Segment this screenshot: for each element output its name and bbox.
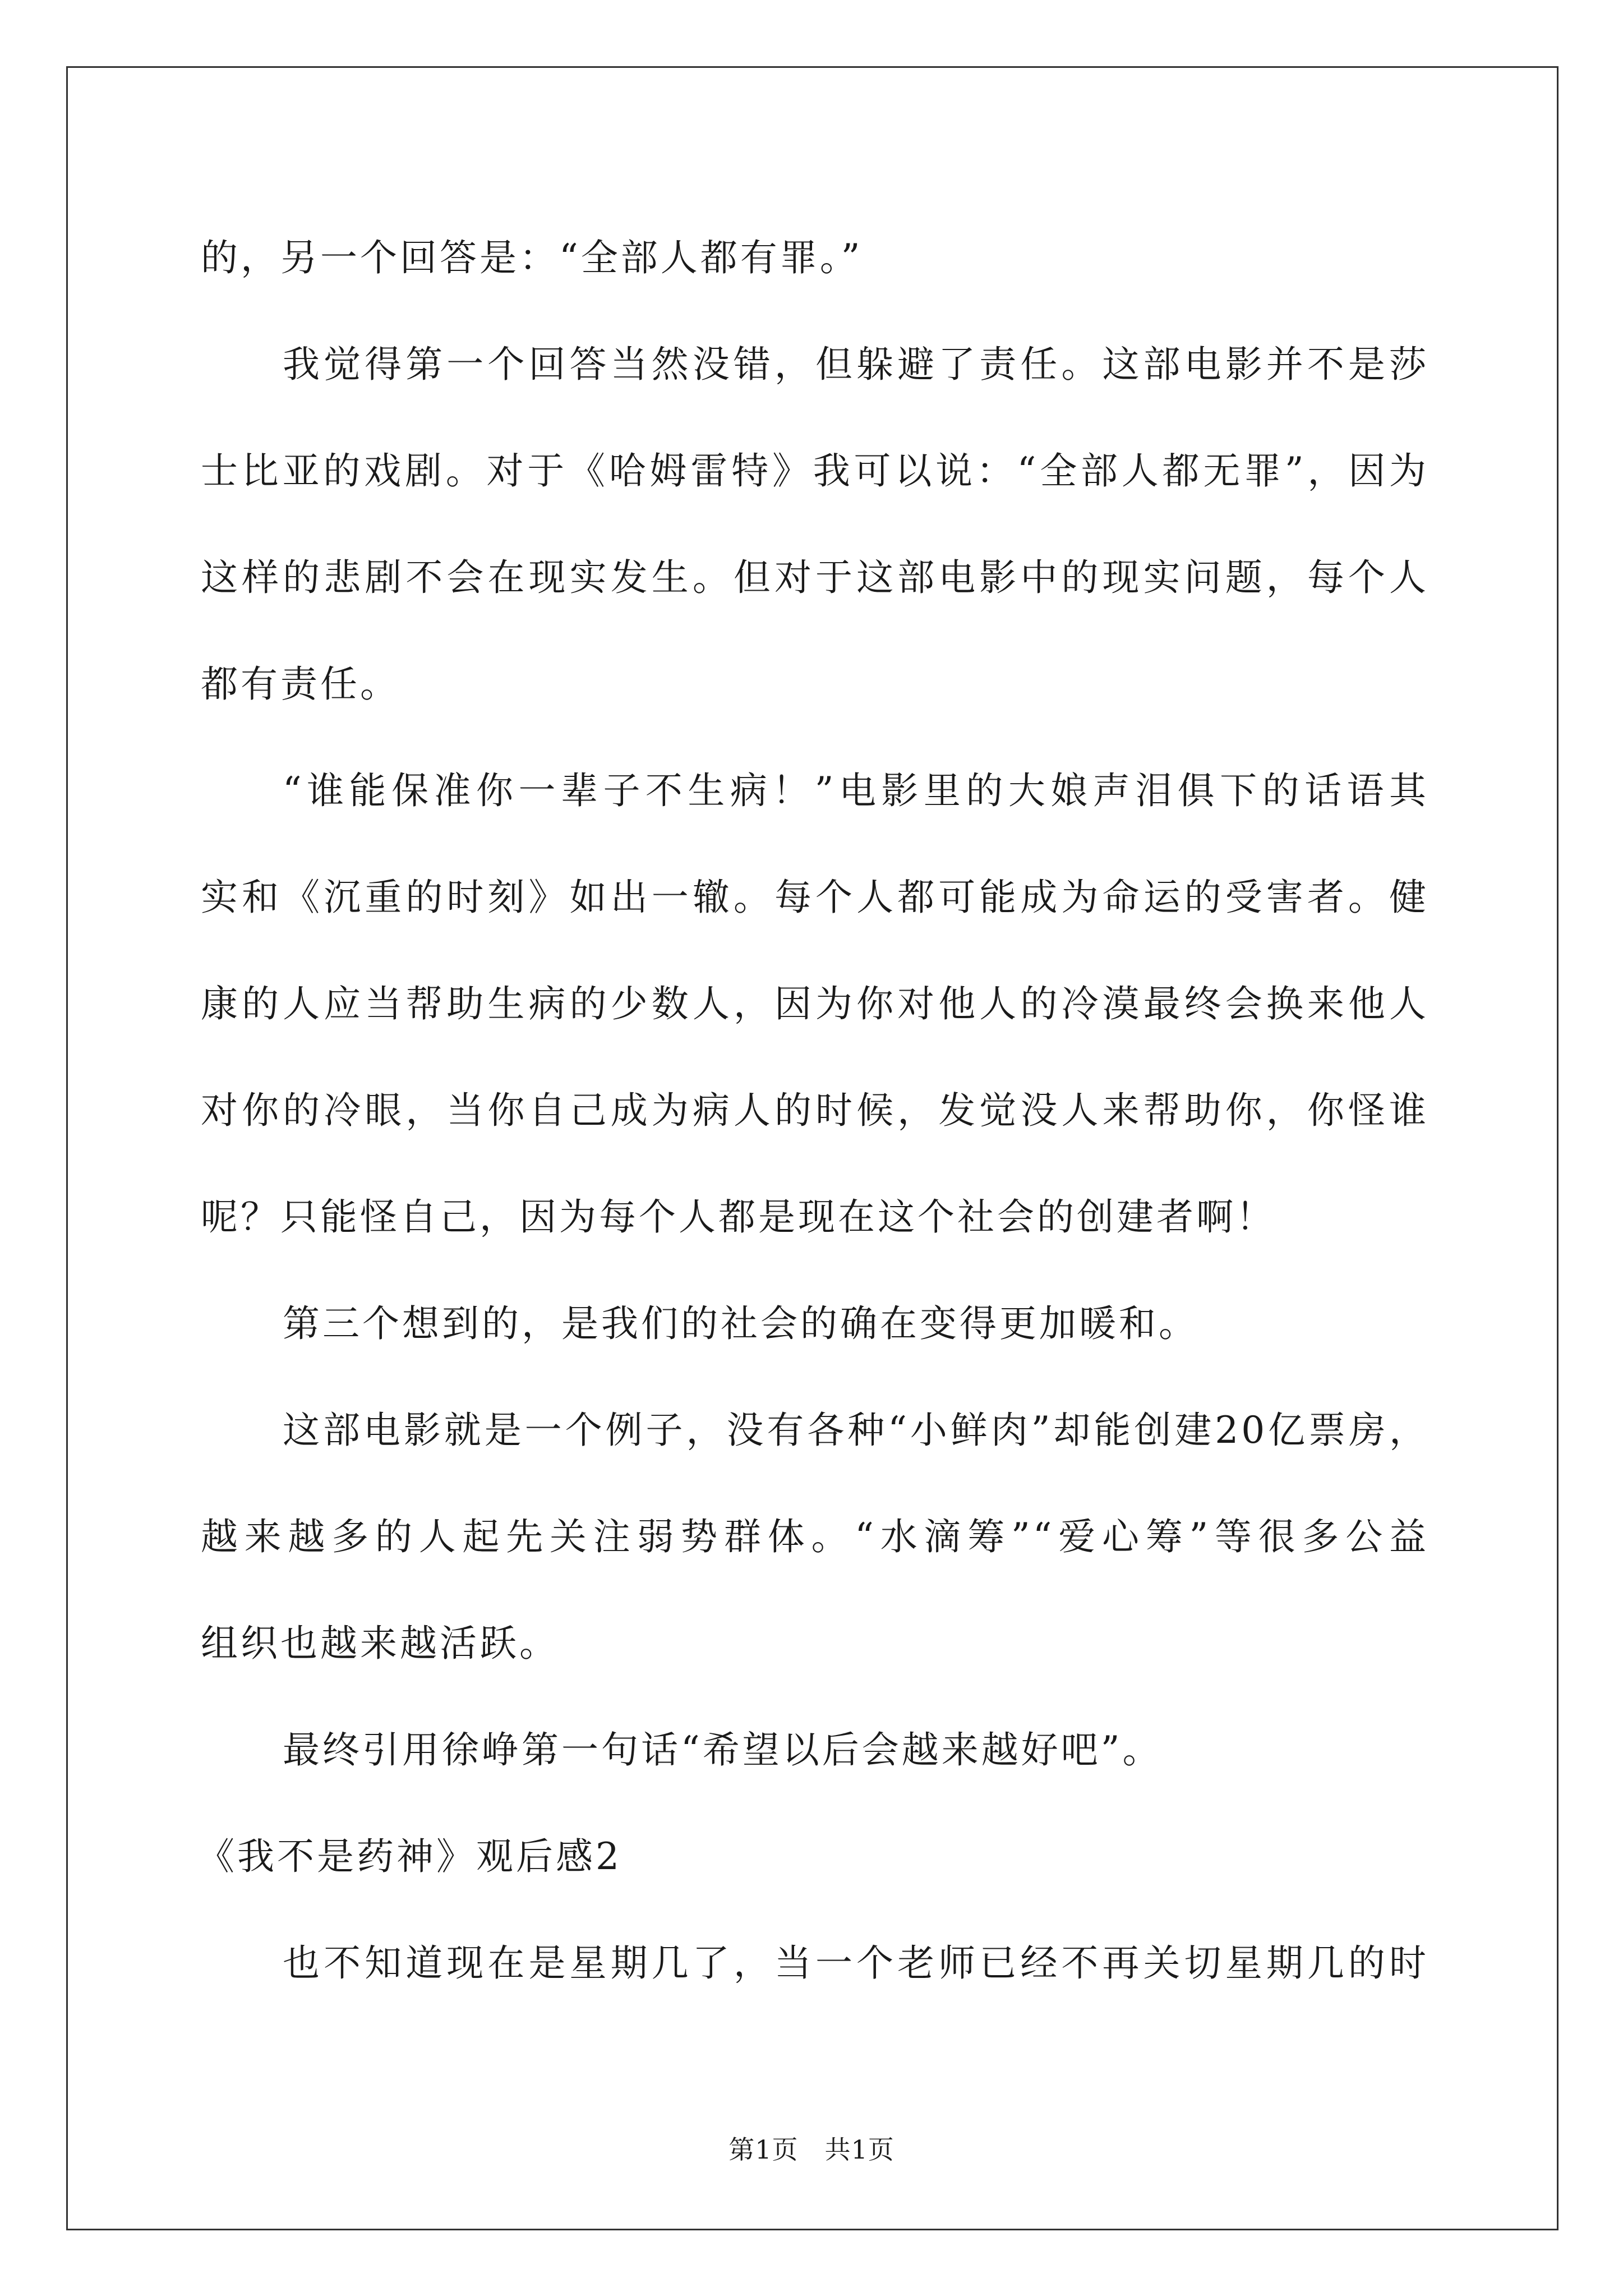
page-total: 共1页 xyxy=(824,2134,895,2165)
paragraph-line: 都有责任。 xyxy=(201,662,400,706)
paragraph-line: 康的人应当帮助生病的少数人，因为你对他人的冷漠最终会换来他人 xyxy=(201,982,1429,1025)
paragraph-line: 的，另一个回答是：“全部人都有罪。” xyxy=(201,236,863,279)
paragraph-line: 第三个想到的，是我们的社会的确在变得更加暖和。 xyxy=(283,1302,1198,1345)
paragraph-line: 最终引用徐峥第一句话“希望以后会越来越好吧”。 xyxy=(283,1728,1163,1772)
page-footer xyxy=(0,2129,1623,2166)
paragraph-line: 我觉得第一个回答当然没错，但躲避了责任。这部电影并不是莎 xyxy=(283,343,1429,386)
page-number: 第1页 xyxy=(728,2134,799,2165)
paragraph-line: 这样的悲剧不会在现实发生。但对于这部电影中的现实问题，每个人 xyxy=(201,556,1429,599)
paragraph-line: 组织也越来越活跃。 xyxy=(201,1622,559,1665)
paragraph-line: 士比亚的戏剧。对于《哈姆雷特》我可以说：“全部人都无罪”，因为 xyxy=(201,449,1429,493)
section-heading: 《我不是药神》观后感2 xyxy=(197,1835,622,1878)
paragraph-line: 对你的冷眼，当你自己成为病人的时候，发觉没人来帮助你，你怪谁 xyxy=(201,1089,1429,1132)
paragraph-line: 这部电影就是一个例子，没有各种“小鲜肉”却能创建20亿票房， xyxy=(283,1409,1429,1452)
paragraph-line: “谁能保准你一辈子不生病！”电影里的大娘声泪俱下的话语其 xyxy=(283,769,1429,812)
paragraph-line: 呢？只能怪自己，因为每个人都是现在这个社会的创建者啊！ xyxy=(201,1195,1276,1239)
document-body xyxy=(197,205,1429,2017)
paragraph-line: 越来越多的人起先关注弱势群体。“水滴筹”“爱心筹”等很多公益 xyxy=(201,1515,1429,1558)
paragraph-line: 也不知道现在是星期几了，当一个老师已经不再关切星期几的时 xyxy=(283,1941,1429,1985)
paragraph-line: 实和《沉重的时刻》如出一辙。每个人都可能成为命运的受害者。健 xyxy=(201,876,1429,919)
